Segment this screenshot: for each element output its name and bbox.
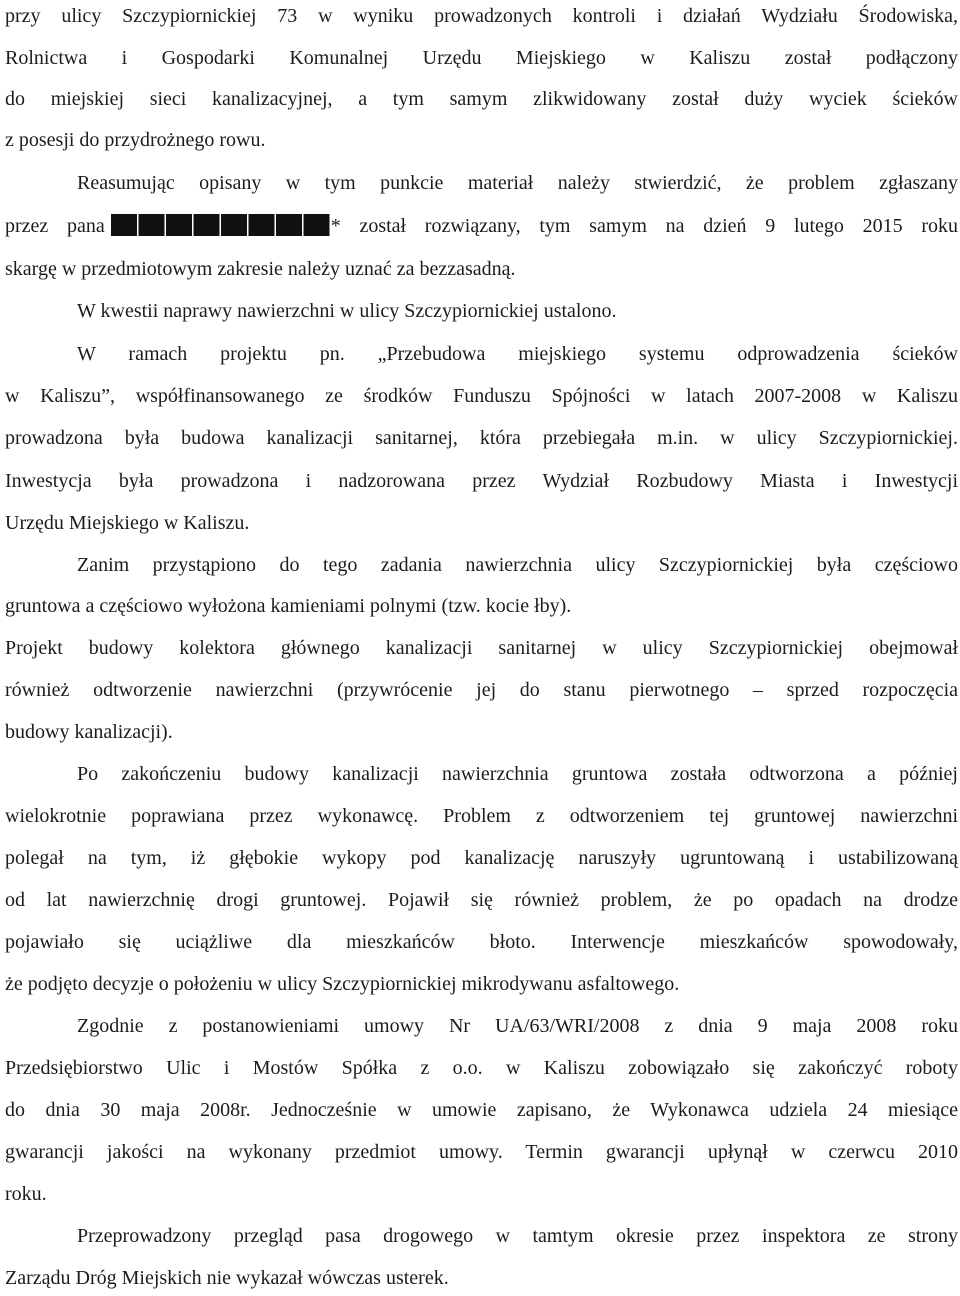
text-before-redaction: przez pana [5, 215, 105, 237]
text-line: Zgodnie z postanowieniami umowy Nr UA/63/WRI/2008 z dnia 9 maja 2008 roku [77, 1015, 958, 1037]
redaction-block [111, 214, 331, 236]
text-line: prowadzona była budowa kanalizacji sanitarnej, która przebiegała m.in. w ulicy Szczypiornickiej. [5, 427, 958, 449]
text-line: W ramach projektu pn. „Przebudowa miejskiego systemu odprowadzenia ścieków [77, 343, 958, 365]
text-line: pojawiało się uciążliwe dla mieszkańców błoto. Interwencje mieszkańców spowodowały, [5, 931, 958, 953]
text-line: W kwestii naprawy nawierzchni w ulicy Szczypiornickiej ustalono. [77, 300, 617, 322]
text-line: Zanim przystąpiono do tego zadania nawierzchnia ulicy Szczypiornickiej była częściowo [77, 554, 958, 576]
text-line: z posesji do przydrożnego rowu. [5, 129, 266, 151]
text-line: wielokrotnie poprawiana przez wykonawcę. Problem z odtworzeniem tej gruntowej nawierzchni [5, 805, 958, 827]
text-line: roku. [5, 1183, 47, 1205]
text-line: budowy kanalizacji). [5, 721, 173, 743]
text-line: Przedsiębiorstwo Ulic i Mostów Spółka z o.o. w Kaliszu zobowiązało się zakończyć roboty [5, 1057, 958, 1079]
text-line: Zarządu Dróg Miejskich nie wykazał wówczas usterek. [5, 1267, 449, 1289]
text-line: polegał na tym, iż głębokie wykopy pod kanalizację naruszyły ugruntowaną i ustabilizowaną [5, 847, 958, 869]
text-after-redaction: * został rozwiązany, tym samym na dzień 9 lutego 2015 roku [330, 215, 958, 237]
text-line: od lat nawierzchnię drogi gruntowej. Pojawił się również problem, że po opadach na drodze [5, 889, 958, 911]
text-line: Reasumując opisany w tym punkcie materiał należy stwierdzić, że problem zgłaszany [77, 172, 958, 194]
text-line: do dnia 30 maja 2008r. Jednocześnie w umowie zapisano, że Wykonawca udziela 24 miesiące [5, 1099, 958, 1121]
text-line: Projekt budowy kolektora głównego kanalizacji sanitarnej w ulicy Szczypiornickiej obejmował [5, 637, 958, 659]
redacted-text-line [5, 212, 958, 240]
text-line: skargę w przedmiotowym zakresie należy uznać za bezzasadną. [5, 258, 516, 280]
text-line: przy ulicy Szczypiornickiej 73 w wyniku prowadzonych kontroli i działań Wydziału Środowiska, [5, 5, 958, 27]
text-line: Inwestycja była prowadzona i nadzorowana przez Wydział Rozbudowy Miasta i Inwestycji [5, 470, 958, 492]
text-line: w Kaliszu”, współfinansowanego ze środków Funduszu Spójności w latach 2007-2008 w Kaliszu [5, 385, 958, 407]
text-line: do miejskiej sieci kanalizacyjnej, a tym samym zlikwidowany został duży wyciek ścieków [5, 88, 958, 110]
text-line: że podjęto decyzje o położeniu w ulicy Szczypiornickiej mikrodywanu asfaltowego. [5, 973, 680, 995]
text-line: również odtworzenie nawierzchni (przywrócenie jej do stanu pierwotnego – sprzed rozpoczęcia [5, 679, 958, 701]
text-line: gwarancji jakości na wykonany przedmiot umowy. Termin gwarancji upłynął w czerwcu 2010 [5, 1141, 958, 1163]
text-line: Rolnictwa i Gospodarki Komunalnej Urzędu Miejskiego w Kaliszu został podłączony [5, 47, 958, 69]
text-line: Przeprowadzony przegląd pasa drogowego w tamtym okresie przez inspektora ze strony [77, 1225, 958, 1247]
text-line: Po zakończeniu budowy kanalizacji nawierzchnia gruntowa została odtworzona a później [77, 763, 958, 785]
text-line: gruntowa a częściowo wyłożona kamieniami polnymi (tzw. kocie łby). [5, 595, 572, 617]
text-line: Urzędu Miejskiego w Kaliszu. [5, 512, 250, 534]
